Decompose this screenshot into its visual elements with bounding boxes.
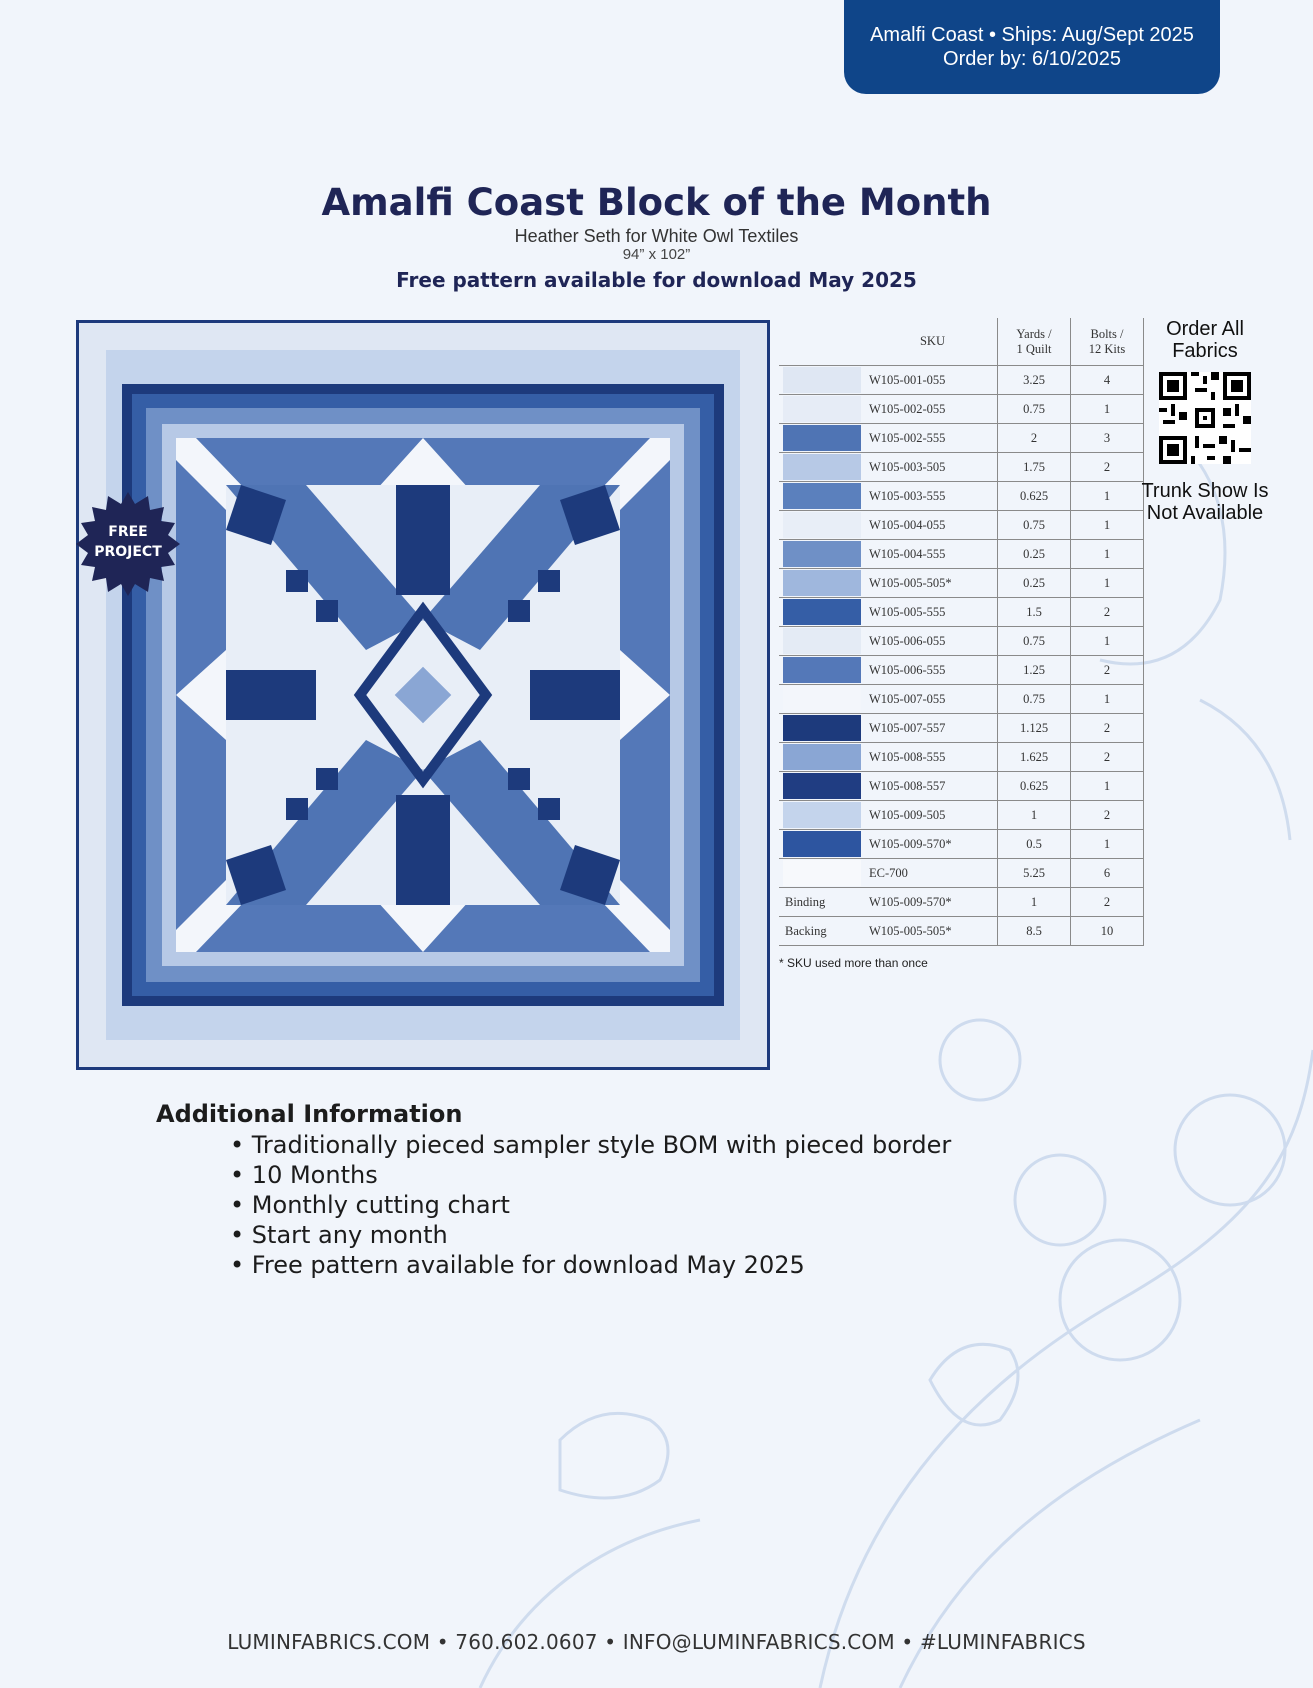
table-row xyxy=(779,395,1144,424)
bolts-cell: 1 xyxy=(1071,569,1144,598)
fabric-swatch xyxy=(783,686,861,712)
yards-cell: 0.75 xyxy=(998,627,1071,656)
fabric-swatch xyxy=(783,599,861,625)
sku-cell: W105-009-570* xyxy=(869,894,952,909)
table-row xyxy=(779,511,1144,540)
bolts-cell: 1 xyxy=(1071,830,1144,859)
bolts-cell: 4 xyxy=(1071,366,1144,395)
sku-cell: W105-005-505* xyxy=(869,575,952,590)
bolts-header-line-1: Bolts / xyxy=(1090,326,1124,341)
table-row xyxy=(779,801,1144,830)
yards-cell: 0.75 xyxy=(998,685,1071,714)
additional-information xyxy=(156,1100,951,1280)
fabric-swatch xyxy=(783,628,861,654)
bolts-cell: 1 xyxy=(1071,772,1144,801)
fabric-swatch-cell xyxy=(779,830,865,859)
bolts-cell: 2 xyxy=(1071,801,1144,830)
fabric-swatch xyxy=(783,773,861,799)
list-item: • 10 Months xyxy=(230,1160,951,1190)
table-row xyxy=(779,569,1144,598)
order-line-1: Order All xyxy=(1166,318,1244,340)
bolts-cell: 2 xyxy=(1071,743,1144,772)
sku-cell: W105-009-505 xyxy=(869,807,946,822)
fabric-swatch xyxy=(783,744,861,770)
yards-cell: 8.5 xyxy=(998,917,1071,946)
yards-cell: 1.5 xyxy=(998,598,1071,627)
trunk-line-2: Not Available xyxy=(1146,502,1264,524)
sku-cell: W105-009-570* xyxy=(869,836,952,851)
table-row xyxy=(779,424,1144,453)
bolts-cell: 1 xyxy=(1071,511,1144,540)
yards-header-line-2: 1 Quilt xyxy=(1016,341,1052,356)
bolts-cell: 1 xyxy=(1071,395,1144,424)
table-row xyxy=(779,627,1144,656)
fabric-swatch-cell xyxy=(779,772,865,801)
table-row xyxy=(779,540,1144,569)
footer-contact: LUMINFABRICS.COM • 760.602.0607 • INFO@LUMINFABRICS.COM • #LUMINFABRICS xyxy=(227,1630,1086,1654)
quilt-size: 94” x 102” xyxy=(622,246,691,263)
table-row xyxy=(779,859,1144,888)
yards-cell: 0.625 xyxy=(998,482,1071,511)
fabric-swatch-cell xyxy=(779,801,865,830)
bolts-cell: 2 xyxy=(1071,714,1144,743)
fabric-swatch xyxy=(783,831,861,857)
bolts-cell: 1 xyxy=(1071,540,1144,569)
additional-info-list xyxy=(156,1130,951,1280)
fabric-swatch xyxy=(783,396,861,422)
list-item: • Free pattern available for download May 2025 xyxy=(230,1250,951,1280)
free-pattern-note: Free pattern available for download May 2025 xyxy=(396,268,917,292)
sku-cell: W105-006-555 xyxy=(869,662,946,677)
fabric-swatch-cell xyxy=(779,453,865,482)
row-label: Binding xyxy=(785,894,826,909)
fabric-swatch-cell xyxy=(779,482,865,511)
bolts-cell: 1 xyxy=(1071,685,1144,714)
fabric-swatch-cell xyxy=(779,569,865,598)
sku-cell: W105-003-555 xyxy=(869,488,946,503)
table-row xyxy=(779,656,1144,685)
yards-cell: 1.125 xyxy=(998,714,1071,743)
fabric-swatch xyxy=(783,657,861,683)
qr-code-icon[interactable] xyxy=(1159,372,1251,464)
table-header-row xyxy=(779,318,1144,366)
fabric-swatch xyxy=(783,454,861,480)
fabric-requirements-table xyxy=(779,318,1144,946)
sku-cell: EC-700 xyxy=(869,865,908,880)
table-row xyxy=(779,366,1144,395)
quilt-image xyxy=(76,320,770,1070)
yards-cell: 0.5 xyxy=(998,830,1071,859)
fabric-swatch-cell xyxy=(779,424,865,453)
sku-cell: W105-007-557 xyxy=(869,720,946,735)
yards-cell: 1.625 xyxy=(998,743,1071,772)
fabric-swatch xyxy=(783,541,861,567)
table-row xyxy=(779,685,1144,714)
sku-cell: W105-003-505 xyxy=(869,459,946,474)
title-block xyxy=(0,180,1313,294)
bolts-cell: 2 xyxy=(1071,888,1144,917)
yards-header-line-1: Yards / xyxy=(1016,326,1052,341)
fabric-swatch xyxy=(783,570,861,596)
sku-cell: W105-008-555 xyxy=(869,749,946,764)
bolts-header xyxy=(1071,318,1144,366)
bolts-cell: 2 xyxy=(1071,453,1144,482)
fabric-swatch xyxy=(783,860,861,886)
designer-credit: Heather Seth for White Owl Textiles xyxy=(514,226,799,246)
fabric-swatch xyxy=(783,802,861,828)
yards-cell: 0.25 xyxy=(998,569,1071,598)
table-row xyxy=(779,714,1144,743)
free-project-label xyxy=(76,522,180,562)
sku-header: SKU xyxy=(919,334,945,348)
bolts-cell: 2 xyxy=(1071,656,1144,685)
order-all-fabrics-label xyxy=(1140,318,1270,362)
bolts-header-line-2: 12 Kits xyxy=(1088,341,1126,356)
yards-cell: 3.25 xyxy=(998,366,1071,395)
order-line-2: Fabrics xyxy=(1172,340,1238,362)
yards-cell: 2 xyxy=(998,424,1071,453)
fabric-swatch-cell xyxy=(779,627,865,656)
fabric-swatch-cell xyxy=(779,395,865,424)
yards-cell: 1.25 xyxy=(998,656,1071,685)
table-row xyxy=(779,743,1144,772)
bolts-cell: 1 xyxy=(1071,482,1144,511)
table-row xyxy=(779,888,1144,917)
order-box xyxy=(1140,318,1270,524)
fabric-swatch xyxy=(783,512,861,538)
table-row xyxy=(779,598,1144,627)
yards-cell: 1 xyxy=(998,801,1071,830)
trunk-line-1: Trunk Show Is xyxy=(1141,480,1269,502)
badge-line-1: Amalfi Coast • Ships: Aug/Sept 2025 xyxy=(870,24,1194,46)
list-item: • Monthly cutting chart xyxy=(230,1190,951,1220)
fabric-swatch xyxy=(783,425,861,451)
table-row xyxy=(779,453,1144,482)
fabric-swatch-cell xyxy=(779,511,865,540)
yards-cell: 0.75 xyxy=(998,395,1071,424)
fabric-swatch-cell xyxy=(779,366,865,395)
sku-cell: W105-005-505* xyxy=(869,923,952,938)
yards-cell: 1 xyxy=(998,888,1071,917)
swatch-header xyxy=(779,318,865,366)
yards-cell: 0.75 xyxy=(998,511,1071,540)
yards-cell: 0.625 xyxy=(998,772,1071,801)
bolts-cell: 2 xyxy=(1071,598,1144,627)
table-row xyxy=(779,830,1144,859)
sku-cell: W105-001-055 xyxy=(869,372,946,387)
fabric-swatch xyxy=(783,483,861,509)
burst-line-2: PROJECT xyxy=(94,544,162,560)
badge-line-2: Order by: 6/10/2025 xyxy=(943,48,1121,70)
list-item: • Start any month xyxy=(230,1220,951,1250)
sku-cell: W105-002-055 xyxy=(869,401,946,416)
fabric-swatch xyxy=(783,715,861,741)
sku-cell: W105-004-055 xyxy=(869,517,946,532)
table-row xyxy=(779,772,1144,801)
fabric-swatch xyxy=(783,367,861,393)
fabric-swatch-cell xyxy=(779,743,865,772)
fabric-swatch-cell xyxy=(779,714,865,743)
page-title: Amalfi Coast Block of the Month xyxy=(321,181,992,224)
sku-cell: W105-002-555 xyxy=(869,430,946,445)
bolts-cell: 10 xyxy=(1071,917,1144,946)
fabric-swatch-cell xyxy=(779,859,865,888)
fabric-swatch-cell xyxy=(779,598,865,627)
fabric-swatch-cell xyxy=(779,685,865,714)
sku-cell: W105-006-055 xyxy=(869,633,946,648)
table-row xyxy=(779,482,1144,511)
yards-cell: 5.25 xyxy=(998,859,1071,888)
table-footnote: * SKU used more than once xyxy=(779,956,928,970)
table-row xyxy=(779,917,1144,946)
yards-header xyxy=(998,318,1071,366)
ship-date-badge xyxy=(844,0,1220,94)
sku-cell: W105-005-555 xyxy=(869,604,946,619)
row-label: Backing xyxy=(785,923,827,938)
bolts-cell: 6 xyxy=(1071,859,1144,888)
bolts-cell: 1 xyxy=(1071,627,1144,656)
burst-line-1: FREE xyxy=(108,524,148,540)
bolts-cell: 3 xyxy=(1071,424,1144,453)
sku-cell: W105-008-557 xyxy=(869,778,946,793)
sku-cell: W105-004-555 xyxy=(869,546,946,561)
list-item: • Traditionally pieced sampler style BOM with pieced border xyxy=(230,1130,951,1160)
yards-cell: 0.25 xyxy=(998,540,1071,569)
sku-cell: W105-007-055 xyxy=(869,691,946,706)
trunk-show-note xyxy=(1140,480,1270,524)
fabric-swatch-cell xyxy=(779,656,865,685)
yards-cell: 1.75 xyxy=(998,453,1071,482)
fabric-swatch-cell xyxy=(779,540,865,569)
additional-info-title: Additional Information xyxy=(156,1100,463,1128)
